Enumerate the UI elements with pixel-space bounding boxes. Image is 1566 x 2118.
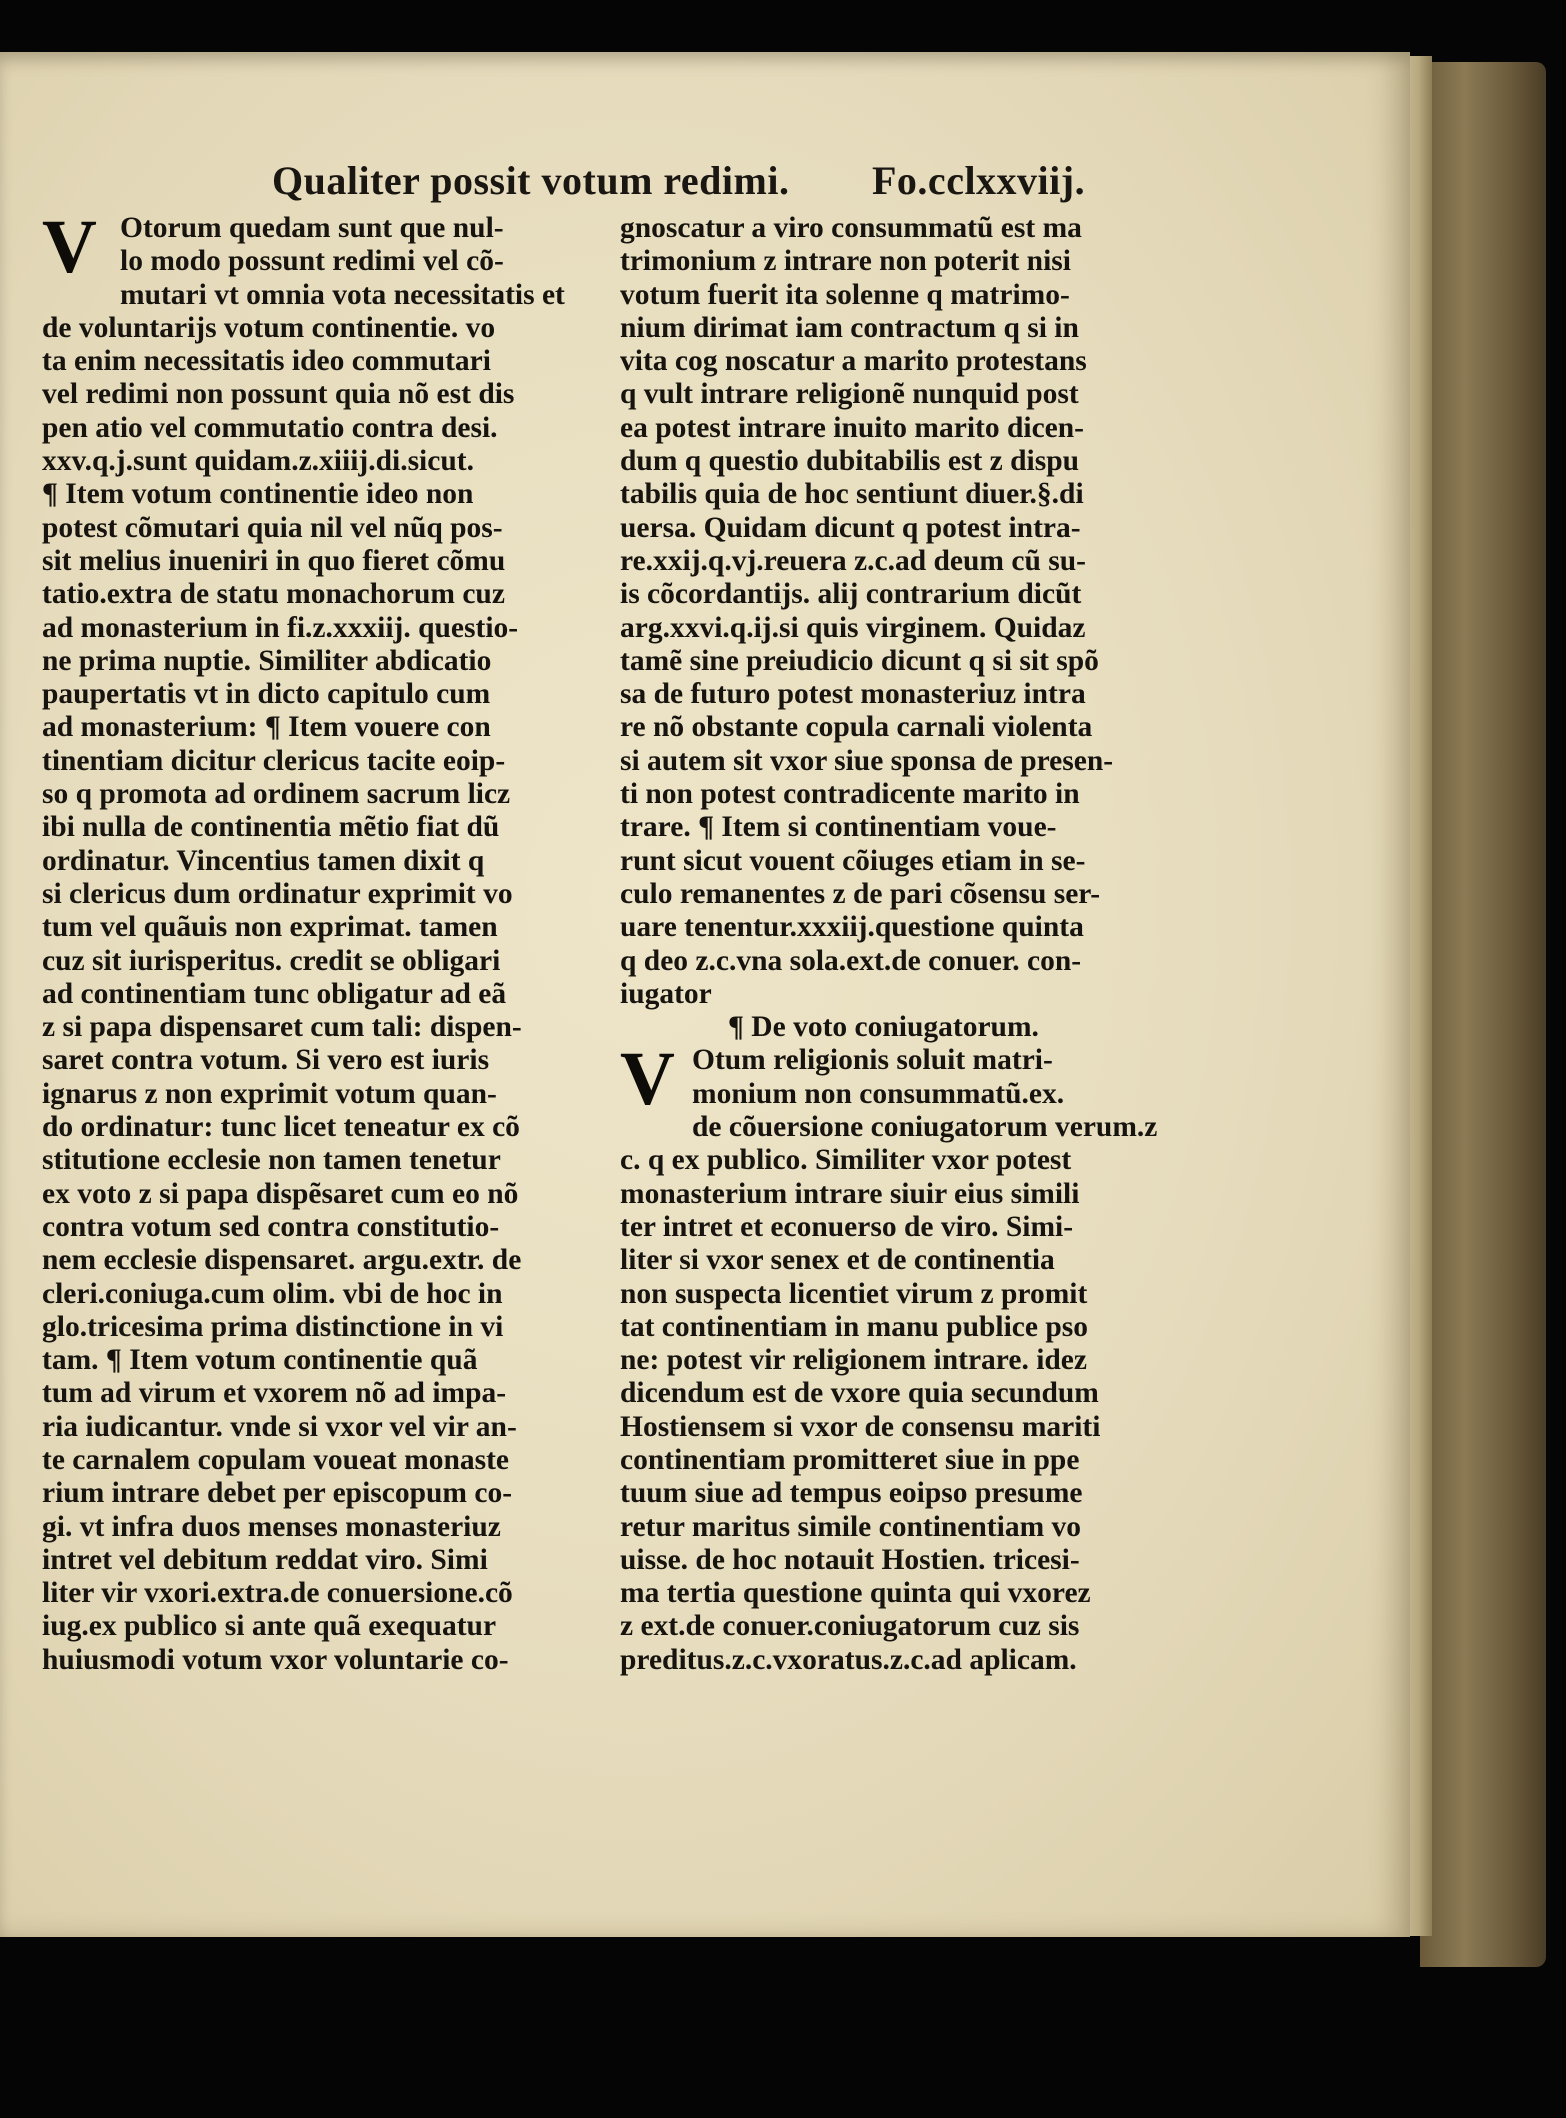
text-line: gnoscatur a viro consummatũ est ma xyxy=(620,212,1082,244)
text-line: ibi nulla de continentia mẽtio fiat dũ xyxy=(42,811,500,844)
text-line: ti non potest contradicente marito in xyxy=(620,778,1080,811)
text-line: tatio.extra de statu monachorum cuz xyxy=(42,578,505,611)
text-line: ea potest intrare inuito marito dicen- xyxy=(620,411,1085,444)
text-line: uisse. de hoc notauit Hostien. tricesi- xyxy=(620,1543,1080,1576)
text-line: so q promota ad ordinem sacrum licz xyxy=(42,778,511,811)
text-line: lo modo possunt redimi vel cõ- xyxy=(120,245,504,278)
text-line: trimonium z intrare non poterit nisi xyxy=(620,245,1071,278)
right-text-column xyxy=(620,212,1190,1677)
text-line: tum vel quãuis non exprimat. tamen xyxy=(42,911,498,944)
text-line: stitutione ecclesie non tamen tenetur xyxy=(42,1144,501,1177)
section-heading: ¶ De voto coniugatorum. xyxy=(728,1011,1039,1044)
text-line: sa de futuro potest monasteriuz intra xyxy=(620,678,1086,711)
text-line: gi. vt infra duos menses monasteriuz xyxy=(42,1510,501,1543)
text-line: rium intrare debet per episcopum co- xyxy=(42,1477,513,1510)
text-line: dicendum est de vxore quia secundum xyxy=(620,1377,1099,1410)
decorated-initial: V xyxy=(620,1037,675,1122)
text-line: tabilis quia de hoc sentiunt diuer.§.di xyxy=(620,478,1084,511)
text-line: te carnalem copulam voueat monaste xyxy=(42,1443,510,1476)
text-line: preditus.z.c.vxoratus.z.c.ad aplicam. xyxy=(620,1643,1077,1676)
running-title: Qualiter possit votum redimi. xyxy=(272,158,790,203)
text-line: culo remanentes z de pari cõsensu ser- xyxy=(620,877,1101,910)
text-line: trare. ¶ Item si continentiam voue- xyxy=(620,811,1057,844)
text-line: ne prima nuptie. Similiter abdicatio xyxy=(42,644,492,677)
decorated-initial: V xyxy=(42,205,97,289)
text-line: retur maritus simile continentiam vo xyxy=(620,1510,1082,1543)
text-line: tinentiam dicitur clericus tacite eoip- xyxy=(42,744,506,777)
text-line: Otorum quedam sunt que nul- xyxy=(120,212,504,244)
text-line: z ext.de conuer.coniugatorum cuz sis xyxy=(620,1610,1080,1643)
text-line: monasterium intrare siuir eius simili xyxy=(620,1177,1080,1210)
text-line: q deo z.c.vna sola.ext.de conuer. con- xyxy=(620,944,1082,977)
text-line: liter vir vxori.extra.de conuersione.cõ xyxy=(42,1577,513,1610)
text-line: c. q ex publico. Similiter vxor potest xyxy=(620,1144,1072,1177)
text-line: huiusmodi votum vxor voluntarie co- xyxy=(42,1643,509,1676)
text-line: intret vel debitum reddat viro. Simi xyxy=(42,1543,488,1576)
text-line: ad continentiam tunc obligatur ad eã xyxy=(42,977,507,1010)
text-line: ter intret et econuerso de viro. Simi- xyxy=(620,1210,1074,1243)
text-line: de cõuersione coniugatorum verum.z xyxy=(692,1111,1158,1144)
running-head xyxy=(272,157,1132,204)
text-line: dum q questio dubitabilis est z dispu xyxy=(620,445,1080,478)
text-line: contra votum sed contra constitutio- xyxy=(42,1210,500,1243)
text-line: potest cõmutari quia nil vel nũq pos- xyxy=(42,511,503,544)
text-line: iugator xyxy=(620,977,712,1010)
text-line: tuum siue ad tempus eoipso presume xyxy=(620,1477,1083,1510)
text-line: ignarus z non exprimit votum quan- xyxy=(42,1077,497,1110)
text-line: ma tertia questione quinta qui vxorez xyxy=(620,1577,1091,1610)
text-line: Hostiensem si vxor de consensu mariti xyxy=(620,1410,1101,1443)
text-line: vel redimi non possunt quia nõ est dis xyxy=(42,378,515,411)
text-line: saret contra votum. Si vero est iuris xyxy=(42,1044,490,1077)
text-line: tum ad virum et vxorem nõ ad impa- xyxy=(42,1377,507,1410)
text-line: tat continentiam in manu publice pso xyxy=(620,1310,1088,1343)
text-line: ne: potest vir religionem intrare. idez xyxy=(620,1344,1087,1377)
text-line: tamẽ sine preiudicio dicunt q si sit spõ xyxy=(620,644,1099,677)
text-line: si clericus dum ordinatur exprimit vo xyxy=(42,877,513,910)
text-line: glo.tricesima prima distinctione in vi xyxy=(42,1310,504,1343)
book-page xyxy=(0,52,1410,1937)
left-text-column xyxy=(42,205,612,1677)
text-line: nem ecclesie dispensaret. argu.extr. de xyxy=(42,1244,522,1277)
text-line: iug.ex publico si ante quã exequatur xyxy=(42,1610,497,1643)
text-line: Otum religionis soluit matri- xyxy=(692,1044,1053,1077)
text-line: paupertatis vt in dicto capitulo cum xyxy=(42,678,491,711)
text-line: cuz sit iurisperitus. credit se obligari xyxy=(42,944,501,977)
text-line: is cõcordantijs. alij contrarium dicũt xyxy=(620,578,1082,611)
text-line: sit melius inueniri in quo fieret cõmu xyxy=(42,544,506,577)
text-line: vita cog noscatur a marito protestans xyxy=(620,345,1087,378)
text-line: re nõ obstante copula carnali violenta xyxy=(620,711,1093,744)
text-line: xxv.q.j.sunt quidam.z.xiiij.di.sicut. xyxy=(42,445,474,478)
text-line: do ordinatur: tunc licet teneatur ex cõ xyxy=(42,1111,520,1144)
text-line: tam. ¶ Item votum continentie quã xyxy=(42,1344,478,1377)
text-line: ex voto z si papa dispẽsaret cum eo nõ xyxy=(42,1177,519,1210)
book-back-edge xyxy=(1420,62,1546,1967)
folio-number: Fo.cclxxviij. xyxy=(872,158,1086,203)
text-line: ¶ Item votum continentie ideo non xyxy=(42,478,474,511)
text-line: liter si vxor senex et de continentia xyxy=(620,1244,1055,1277)
text-line: non suspecta licentiet virum z promit xyxy=(620,1277,1088,1310)
text-line: runt sicut vouent cõiuges etiam in se- xyxy=(620,844,1086,877)
text-line: ad monasterium in fi.z.xxxiij. questio- xyxy=(42,611,519,644)
text-line: uersa. Quidam dicunt q potest intra- xyxy=(620,511,1081,544)
text-line: monium non consummatũ.ex. xyxy=(692,1077,1065,1110)
text-line: nium dirimat iam contractum q si in xyxy=(620,311,1079,344)
text-line: z si papa dispensaret cum tali: dispen- xyxy=(42,1011,522,1044)
text-line: votum fuerit ita solenne q matrimo- xyxy=(620,278,1070,311)
text-line: de voluntarijs votum continentie. vo xyxy=(42,311,496,344)
text-line: ad monasterium: ¶ Item vouere con xyxy=(42,711,491,744)
text-line: ordinatur. Vincentius tamen dixit q xyxy=(42,844,485,877)
text-line: cleri.coniuga.cum olim. vbi de hoc in xyxy=(42,1277,503,1310)
text-line: continentiam promitteret siue in ppe xyxy=(620,1443,1080,1476)
text-line: si autem sit vxor siue sponsa de presen- xyxy=(620,744,1114,777)
text-line: uare tenentur.xxxiij.questione quinta xyxy=(620,911,1084,944)
text-line: q vult intrare religionẽ nunquid post xyxy=(620,378,1079,411)
text-line: ria iudicantur. vnde si vxor vel vir an- xyxy=(42,1410,517,1443)
text-line: ta enim necessitatis ideo commutari xyxy=(42,345,491,378)
text-line: mutari vt omnia vota necessitatis et xyxy=(120,278,565,311)
text-line: arg.xxvi.q.ij.si quis virginem. Quidaz xyxy=(620,611,1086,644)
text-line: pen atio vel commutatio contra desi. xyxy=(42,411,498,444)
text-line: re.xxij.q.vj.reuera z.c.ad deum cũ su- xyxy=(620,544,1086,577)
